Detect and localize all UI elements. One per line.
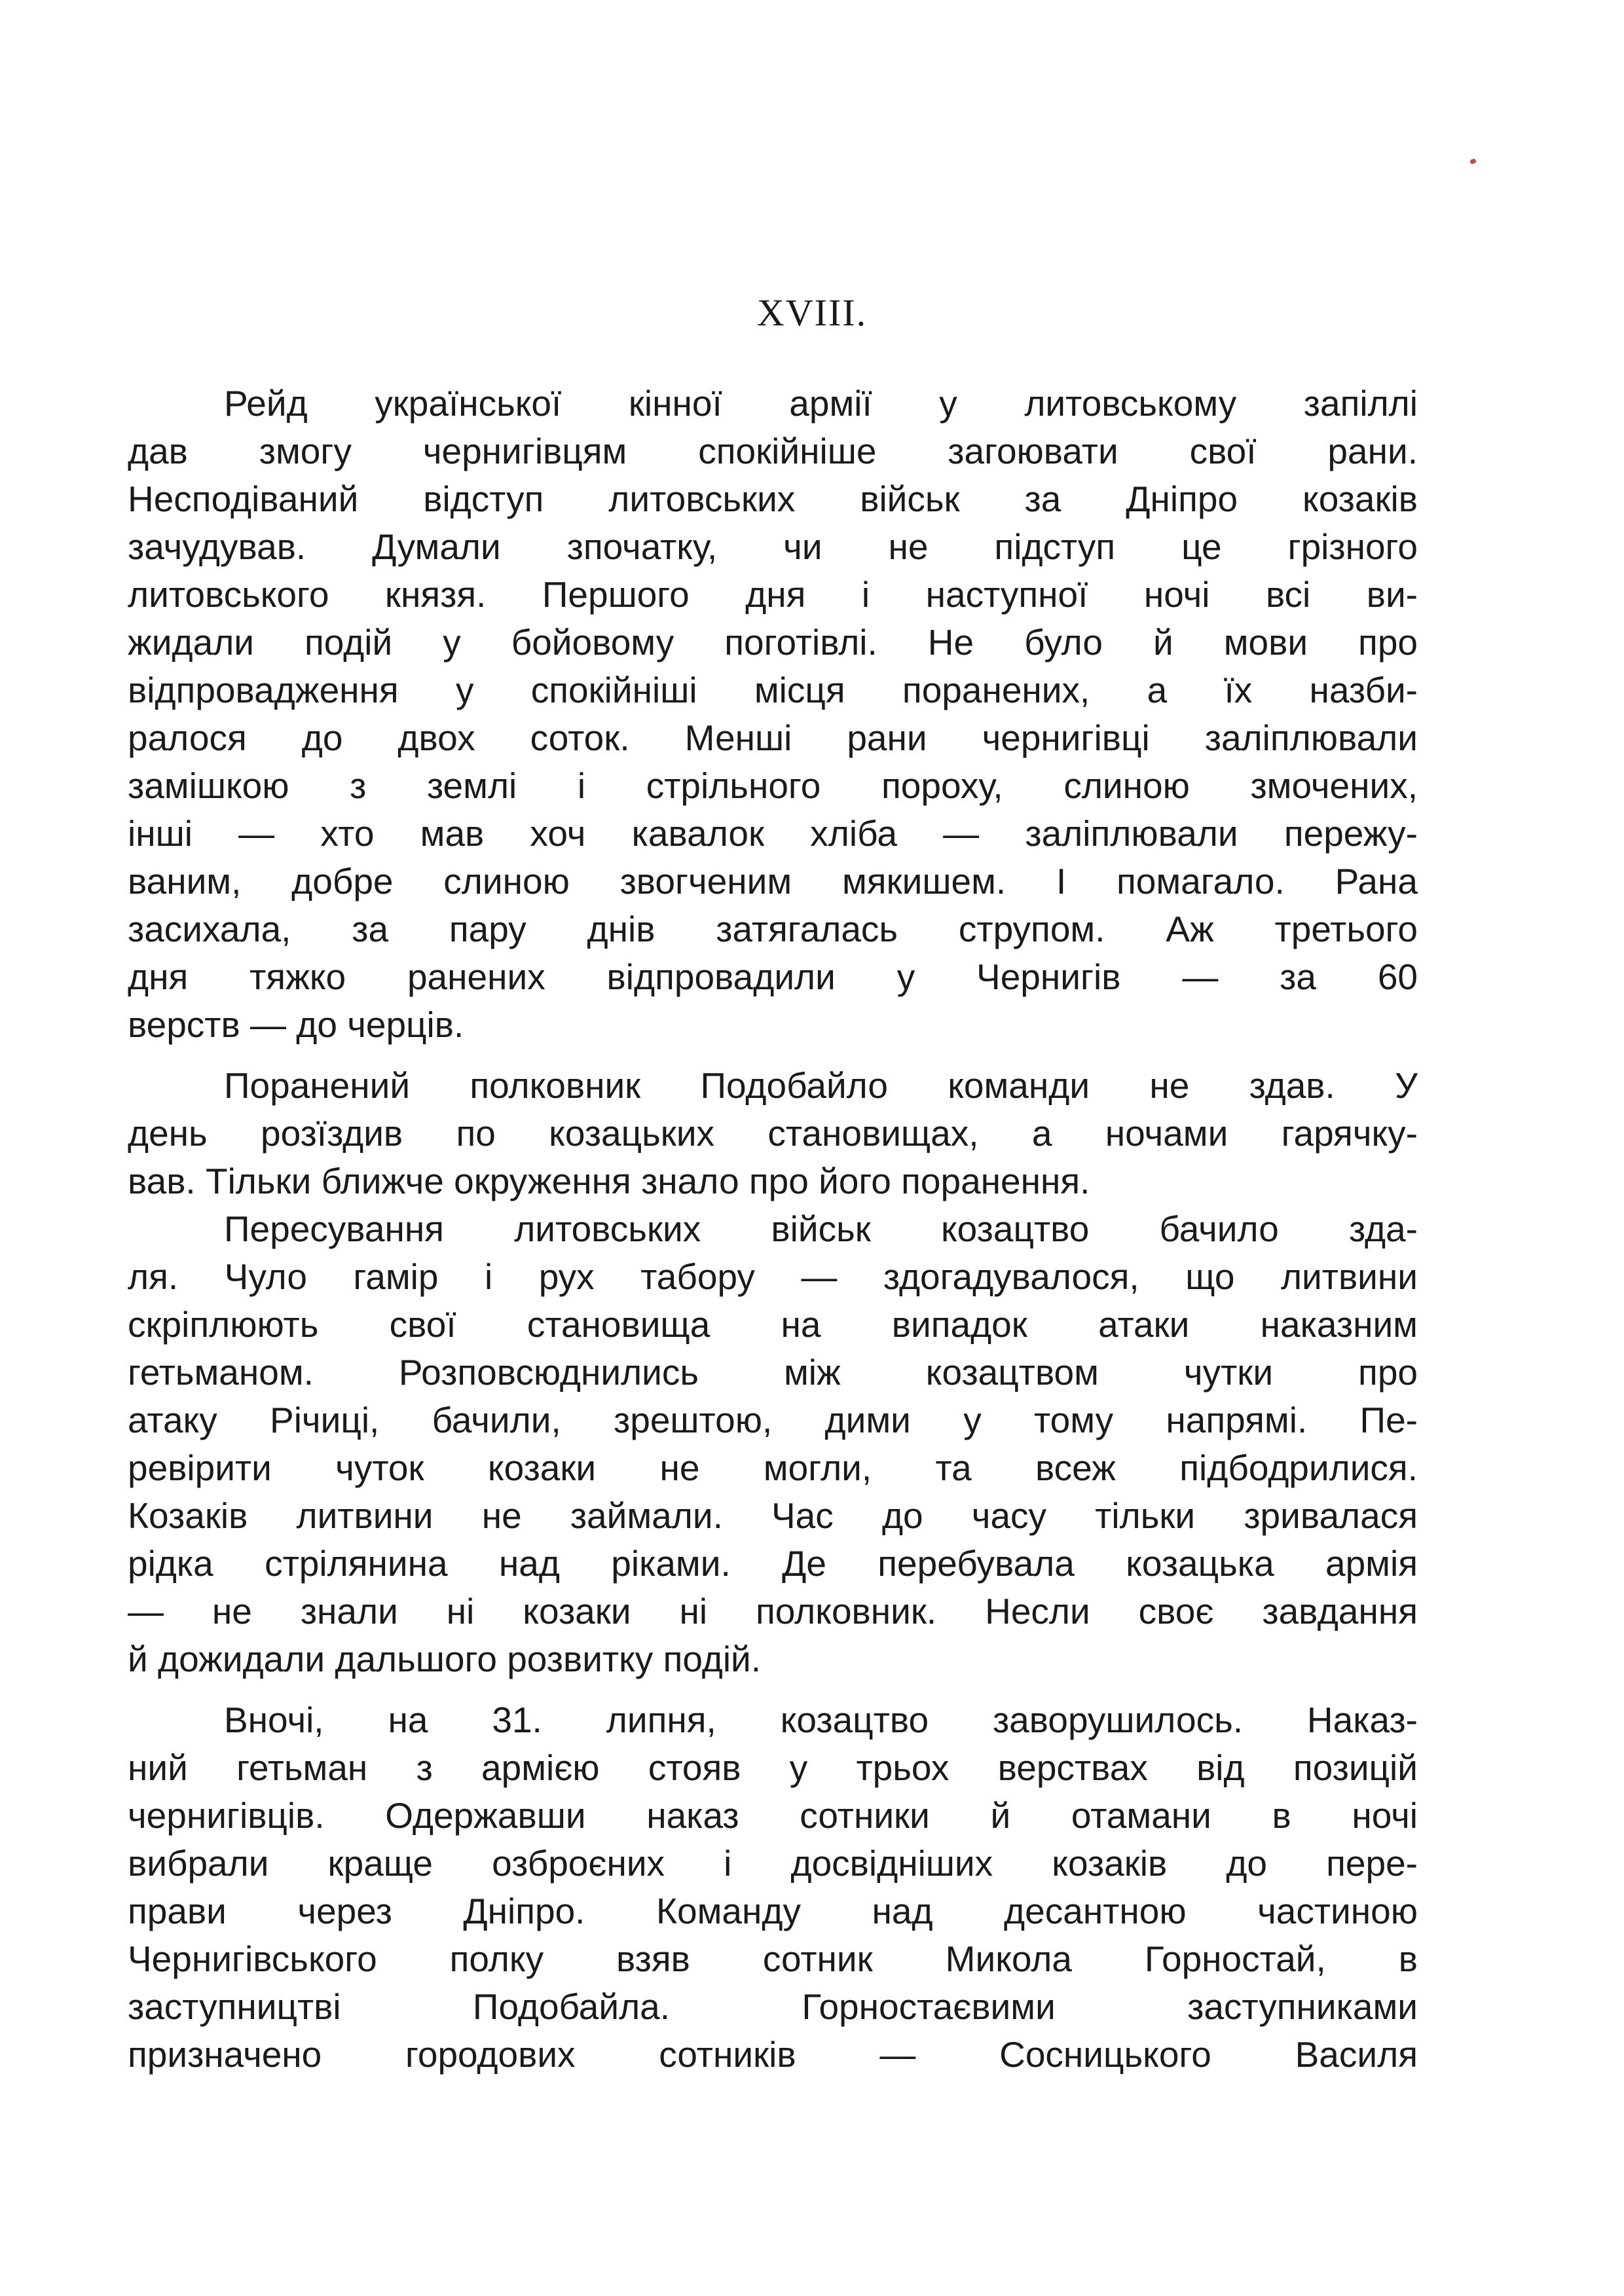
text-line: верств — до черців. — [128, 1004, 464, 1045]
paragraph-1 — [128, 380, 1418, 1049]
text-line: чернигівців. Одержавши наказ сотники й отамани в ночі — [128, 1795, 1418, 1836]
text-line: ля. Чуло гамір і рух табору — здогадувалося, що литвини — [128, 1256, 1418, 1297]
text-line: вибрали краще озброєних і досвідніших козаків до пере- — [128, 1843, 1418, 1884]
text-line: вав. Тільки ближче окруження знало про його поранення. — [128, 1161, 1090, 1201]
text-line: замішкою з землі і стрільного пороху, слиною змочених, — [128, 765, 1418, 806]
text-line: Пересування литовських військ козацтво бачило зда- — [224, 1209, 1418, 1249]
text-line: ревірити чуток козаки не могли, та всеж підбодрилися. — [128, 1448, 1418, 1488]
text-line: рідка стрілянина над ріками. Де перебувала козацька армія — [128, 1543, 1418, 1584]
text-line: Несподіваний відступ литовських військ за Дніпро козаків — [128, 479, 1418, 519]
text-line: дав змогу чернигівцям спокійніше загоювати свої рани. — [128, 431, 1418, 471]
text-line: інші — хто мав хоч кавалок хліба — заліплювали пережу- — [128, 813, 1418, 854]
ink-speck — [1469, 158, 1477, 165]
chapter-heading: XVIII. — [756, 291, 868, 334]
text-line: засихала, за пару днів затягалась струпом. Аж третього — [128, 909, 1418, 949]
text-line: ваним, добре слиною звогченим мякишем. І помагало. Рана — [128, 861, 1418, 902]
paragraph-gap — [128, 1049, 1418, 1062]
text-line: атаку Річиці, бачили, зрештою, дими у тому напрямі. Пе- — [128, 1400, 1418, 1440]
text-line: призначено городових сотників — Сосницького Василя — [128, 2034, 1418, 2075]
text-line: Чернигівського полку взяв сотник Микола Горностай, в — [128, 1939, 1418, 1979]
body-text — [128, 380, 1418, 2079]
text-line: Вночі, на 31. липня, козацтво заворушилось. Наказ- — [224, 1700, 1418, 1740]
paragraph-3 — [128, 1205, 1418, 1683]
text-line: відпровадження у спокійніші місця поранених, а їх назби- — [128, 670, 1418, 710]
text-line: ний гетьман з армією стояв у трьох верствах від позицій — [128, 1747, 1418, 1788]
text-line: ралося до двох соток. Менші рани чернигівці заліплювали — [128, 718, 1418, 758]
text-line: дня тяжко ранених відпровадили у Чернигів — за 60 — [128, 957, 1418, 997]
paragraph-gap — [128, 1683, 1418, 1696]
paragraph-4 — [128, 1696, 1418, 2079]
text-line: прави через Дніпро. Команду над десантною частиною — [128, 1891, 1418, 1931]
text-line: зачудував. Думали зпочатку, чи не підступ це грізного — [128, 526, 1418, 567]
text-line: заступництві Подобайла. Горностаєвими заступниками — [128, 1986, 1418, 2027]
text-line: скріплюють свої становища на випадок атаки наказним — [128, 1304, 1418, 1345]
text-line: литовського князя. Першого дня і наступної ночі всі ви- — [128, 574, 1418, 615]
text-line: жидали подій у бойовому поготівлі. Не було й мови про — [128, 622, 1418, 663]
text-line: Рейд української кінної армії у литовському запіллі — [224, 383, 1418, 424]
paragraph-2 — [128, 1062, 1418, 1205]
text-line: гетьманом. Розповсюднились між козацтвом чутки про — [128, 1352, 1418, 1393]
text-line: й дожидали дальшого розвитку подій. — [128, 1639, 762, 1679]
text-line: день розїздив по козацьких становищах, а ночами гарячку- — [128, 1113, 1418, 1154]
text-line: Поранений полковник Подобайло команди не здав. У — [224, 1065, 1418, 1106]
text-line: — не знали ні козаки ні полковник. Несли своє завдання — [128, 1591, 1418, 1631]
text-line: Козаків литвини не займали. Час до часу тільки зривалася — [128, 1495, 1418, 1536]
